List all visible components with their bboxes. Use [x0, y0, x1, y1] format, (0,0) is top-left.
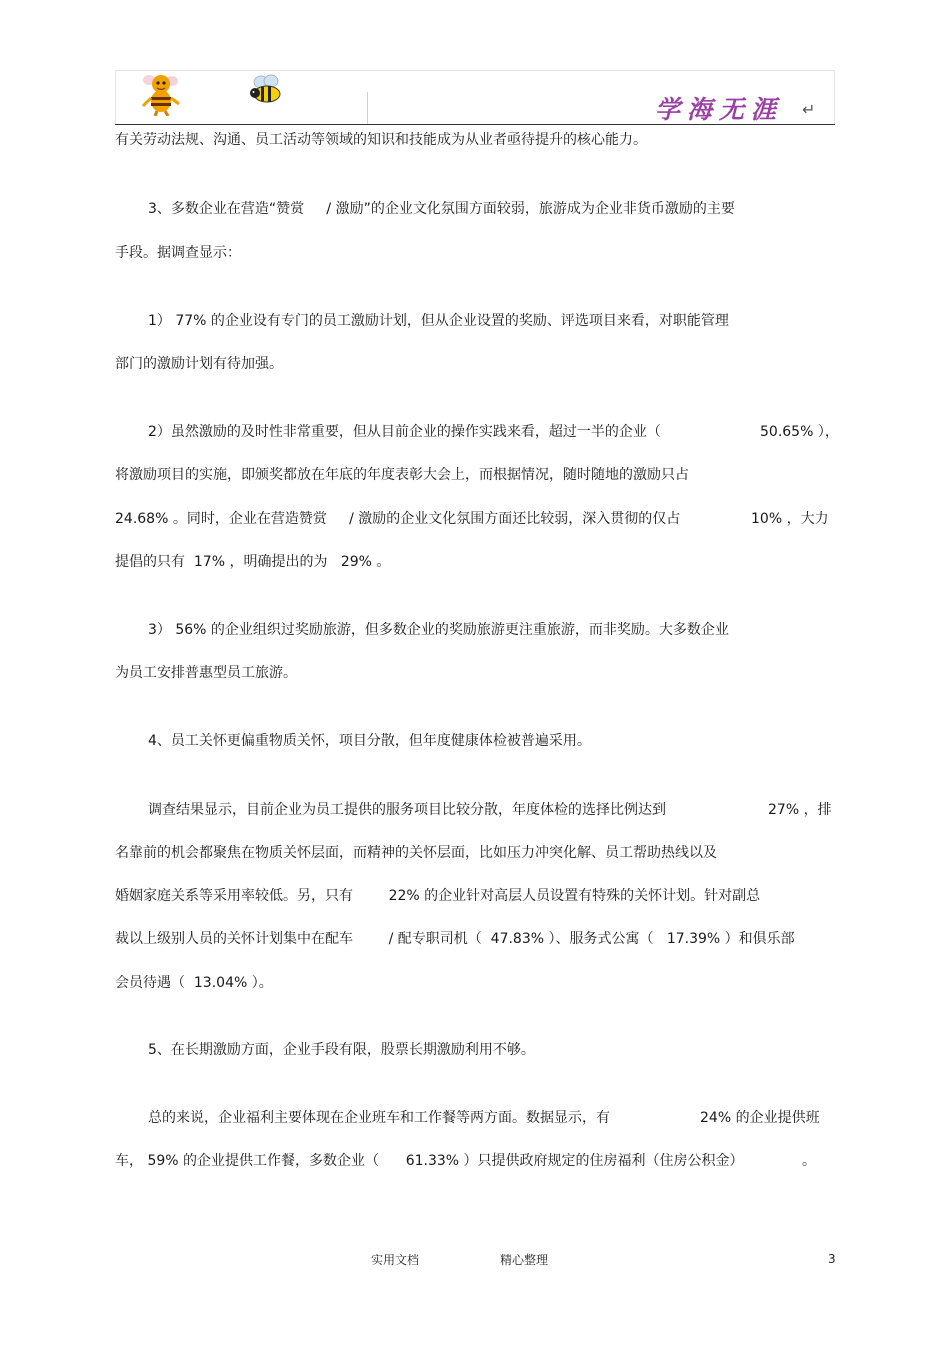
header-border-left	[115, 70, 116, 125]
text-line: 提倡的只有 17% ，明确提出的为 29% 。	[115, 554, 391, 570]
header-rule	[115, 124, 835, 125]
footer-center-label: 精心整理	[500, 1253, 549, 1267]
text-line: 总的来说，企业福利主要体现在企业班车和工作餐等两方面。数据显示，有	[148, 1110, 610, 1126]
paragraph-return-mark: ↵	[802, 100, 816, 119]
section-heading: 3、多数企业在营造“赞赏 / 激励”的企业文化氛围方面较弱，旅游成为企业非货币激励的主要	[148, 201, 735, 217]
text-line: 婚姻家庭关系等采用率较低。另，只有 22% 的企业针对高层人员设置有特殊的关怀计划。针对副总	[115, 888, 761, 904]
text-line: 将激励项目的实施，即颁奖都放在年底的年度表彰大会上，而根据情况，随时随地的激励只占	[115, 467, 689, 483]
page-number: 3	[828, 1252, 836, 1266]
header-border-top	[115, 70, 835, 71]
section-heading: 5、在长期激励方面，企业手段有限，股票长期激励利用不够。	[148, 1042, 535, 1058]
bee-mascot-icon	[139, 72, 183, 116]
footer-left-label: 实用文档	[371, 1253, 420, 1267]
header-divider	[367, 92, 368, 125]
text-line: 调查结果显示，目前企业为员工提供的服务项目比较分散，年度体检的选择比例达到	[148, 802, 666, 818]
header-slogan: 学海无涯	[655, 95, 784, 124]
text-fragment: 10% ，大力	[751, 511, 829, 527]
text-fragment: 。	[802, 1153, 816, 1169]
text-fragment: 50.65% ），	[760, 424, 839, 440]
list-item: 3） 56% 的企业组织过奖励旅游，但多数企业的奖励旅游更注重旅游，而非奖励。大多数企业	[148, 622, 729, 638]
page-header	[115, 70, 835, 125]
text-line: 裁以上级别人员的关怀计划集中在配车 / 配专职司机（ 47.83% ）、服务式公寓（ 17.39% ）和俱乐部	[115, 931, 795, 947]
header-border-right	[834, 70, 835, 125]
text-line: 车， 59% 的企业提供工作餐，多数企业（ 61.33% ）只提供政府规定的住房福利（住房公积金）	[115, 1153, 744, 1169]
text-line: 有关劳动法规、沟通、员工活动等领域的知识和技能成为从业者亟待提升的核心能力。	[115, 132, 647, 148]
text-fragment: 24% 的企业提供班	[700, 1110, 820, 1126]
small-bee-icon	[245, 74, 285, 106]
text-line: 手段。据调查显示：	[115, 245, 241, 261]
text-line: 名靠前的机会都聚焦在物质关怀层面，而精神的关怀层面，比如压力冲突化解、员工帮助热线以及	[115, 845, 717, 861]
text-fragment: 27% ，排	[768, 802, 832, 818]
text-line: 24.68% 。同时，企业在营造赞赏 / 激励的企业文化氛围方面还比较弱，深入贯彻的仅占	[115, 511, 681, 527]
section-heading: 4、员工关怀更偏重物质关怀，项目分散，但年度健康体检被普遍采用。	[148, 733, 591, 749]
text-line: 会员待遇（ 13.04% ）。	[115, 975, 273, 991]
list-item: 2）虽然激励的及时性非常重要，但从目前企业的操作实践来看，超过一半的企业（	[148, 424, 661, 440]
text-line: 部门的激励计划有待加强。	[115, 356, 283, 372]
list-item: 1） 77% 的企业设有专门的员工激励计划，但从企业设置的奖励、评选项目来看，对职能管理	[148, 313, 729, 329]
text-line: 为员工安排普惠型员工旅游。	[115, 665, 297, 681]
